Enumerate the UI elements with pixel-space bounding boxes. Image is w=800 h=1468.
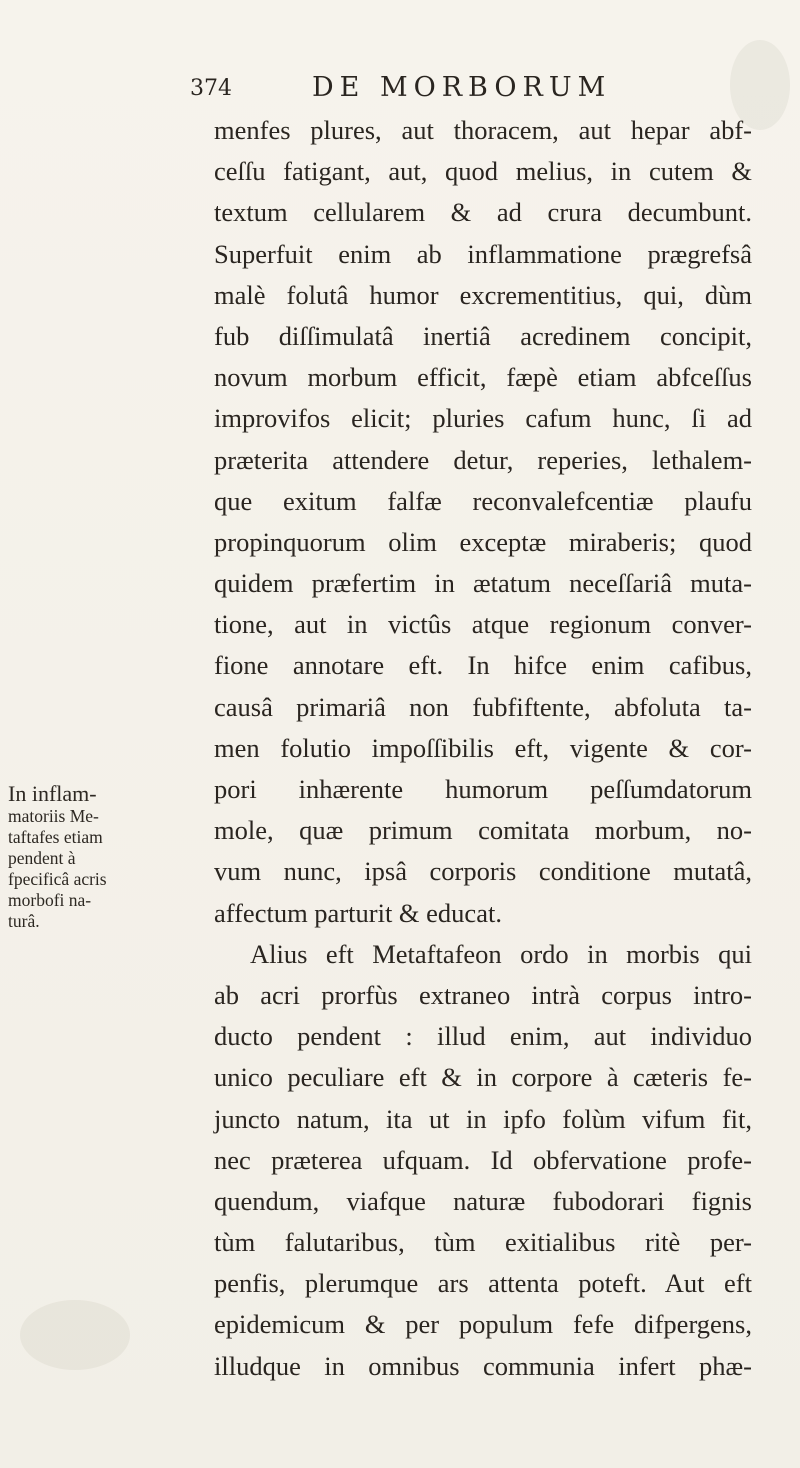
text-line: vum nunc, ipsâ corporis conditione mutatâ, [214,856,752,887]
text-line: illudque in omnibus communia infert phæ- [214,1350,752,1381]
paragraph-start-line: Alius eft Metaftafeon ordo in morbis qui [250,938,752,969]
text-line: epidemicum & per populum fefe difpergens, [214,1309,752,1340]
text-line: que exitum falfæ reconvalefcentiæ plaufu [214,485,752,516]
text-line: ceſſu fatigant, aut, quod melius, in cutem & [214,156,752,187]
text-line: tùm falutaribus, tùm exitialibus ritè per- [214,1227,752,1258]
page-number: 374 [190,76,232,101]
marginal-note [8,782,208,932]
text-line: fub diſſimulatâ inertiâ acredinem concipit, [214,320,752,351]
text-line: improvifos elicit; pluries cafum hunc, ſi ad [214,403,752,434]
running-title: DE MORBORUM [312,72,612,103]
margin-note-line: In inflam- [8,781,97,806]
paper-stain [20,1300,130,1370]
text-line: unico peculiare eft & in corpore à cæteris fe- [214,1062,752,1093]
text-line: penfis, plerumque ars attenta poteft. Aut eft [214,1268,752,1299]
margin-note-line: fpecificâ acris [8,869,107,889]
text-line: men folutio impoſſibilis eft, vigente & cor- [214,732,752,763]
text-line: malè folutâ humor excrementitius, qui, dùm [214,279,752,310]
margin-note-line: pendent à [8,848,76,868]
text-line: tione, aut in victûs atque regionum conver- [214,609,752,640]
text-line: causâ primariâ non fubfiftente, abfoluta ta- [214,691,752,722]
margin-note-line: taftafes etiam [8,827,103,847]
text-line: propinquorum olim exceptæ miraberis; quod [214,526,752,557]
text-line: Superfuit enim ab inflammatione prægrefsâ [214,238,752,269]
text-line: fione annotare eft. In hifce enim cafibus, [214,650,752,681]
text-line: pori inhærente humorum peſſumdatorum [214,774,752,804]
text-line: menfes plures, aut thoracem, aut hepar abf- [214,115,752,145]
text-line: quendum, viafque naturæ fubodorari fignis [214,1185,752,1216]
text-line: ab acri prorfùs extraneo intrà corpus intro- [214,979,752,1010]
running-header [190,72,660,108]
margin-note-line: morbofi na- [8,890,92,910]
main-text-block [214,110,752,1387]
text-line: affectum parturit & educat. [214,897,502,928]
text-line: textum cellularem & ad crura decumbunt. [214,197,752,228]
margin-note-line: turâ. [8,911,40,931]
text-line: nec præterea ufquam. Id obfervatione profe- [214,1144,752,1175]
text-line: præterita attendere detur, reperies, lethalem- [214,444,752,475]
text-line: junctо natum, ita ut in ipfo folùm vifum fit, [214,1103,752,1134]
text-line: ductо pendent : illud enim, aut individuo [214,1021,752,1052]
text-line: mole, quæ primum comitata morbum, no- [214,815,752,846]
text-line: quidem præfertim in ætatum neceſſariâ muta- [214,568,752,599]
text-line: novum morbum efficit, fæpè etiam abfceſſus [214,362,752,393]
margin-note-line: matoriis Me- [8,806,99,826]
